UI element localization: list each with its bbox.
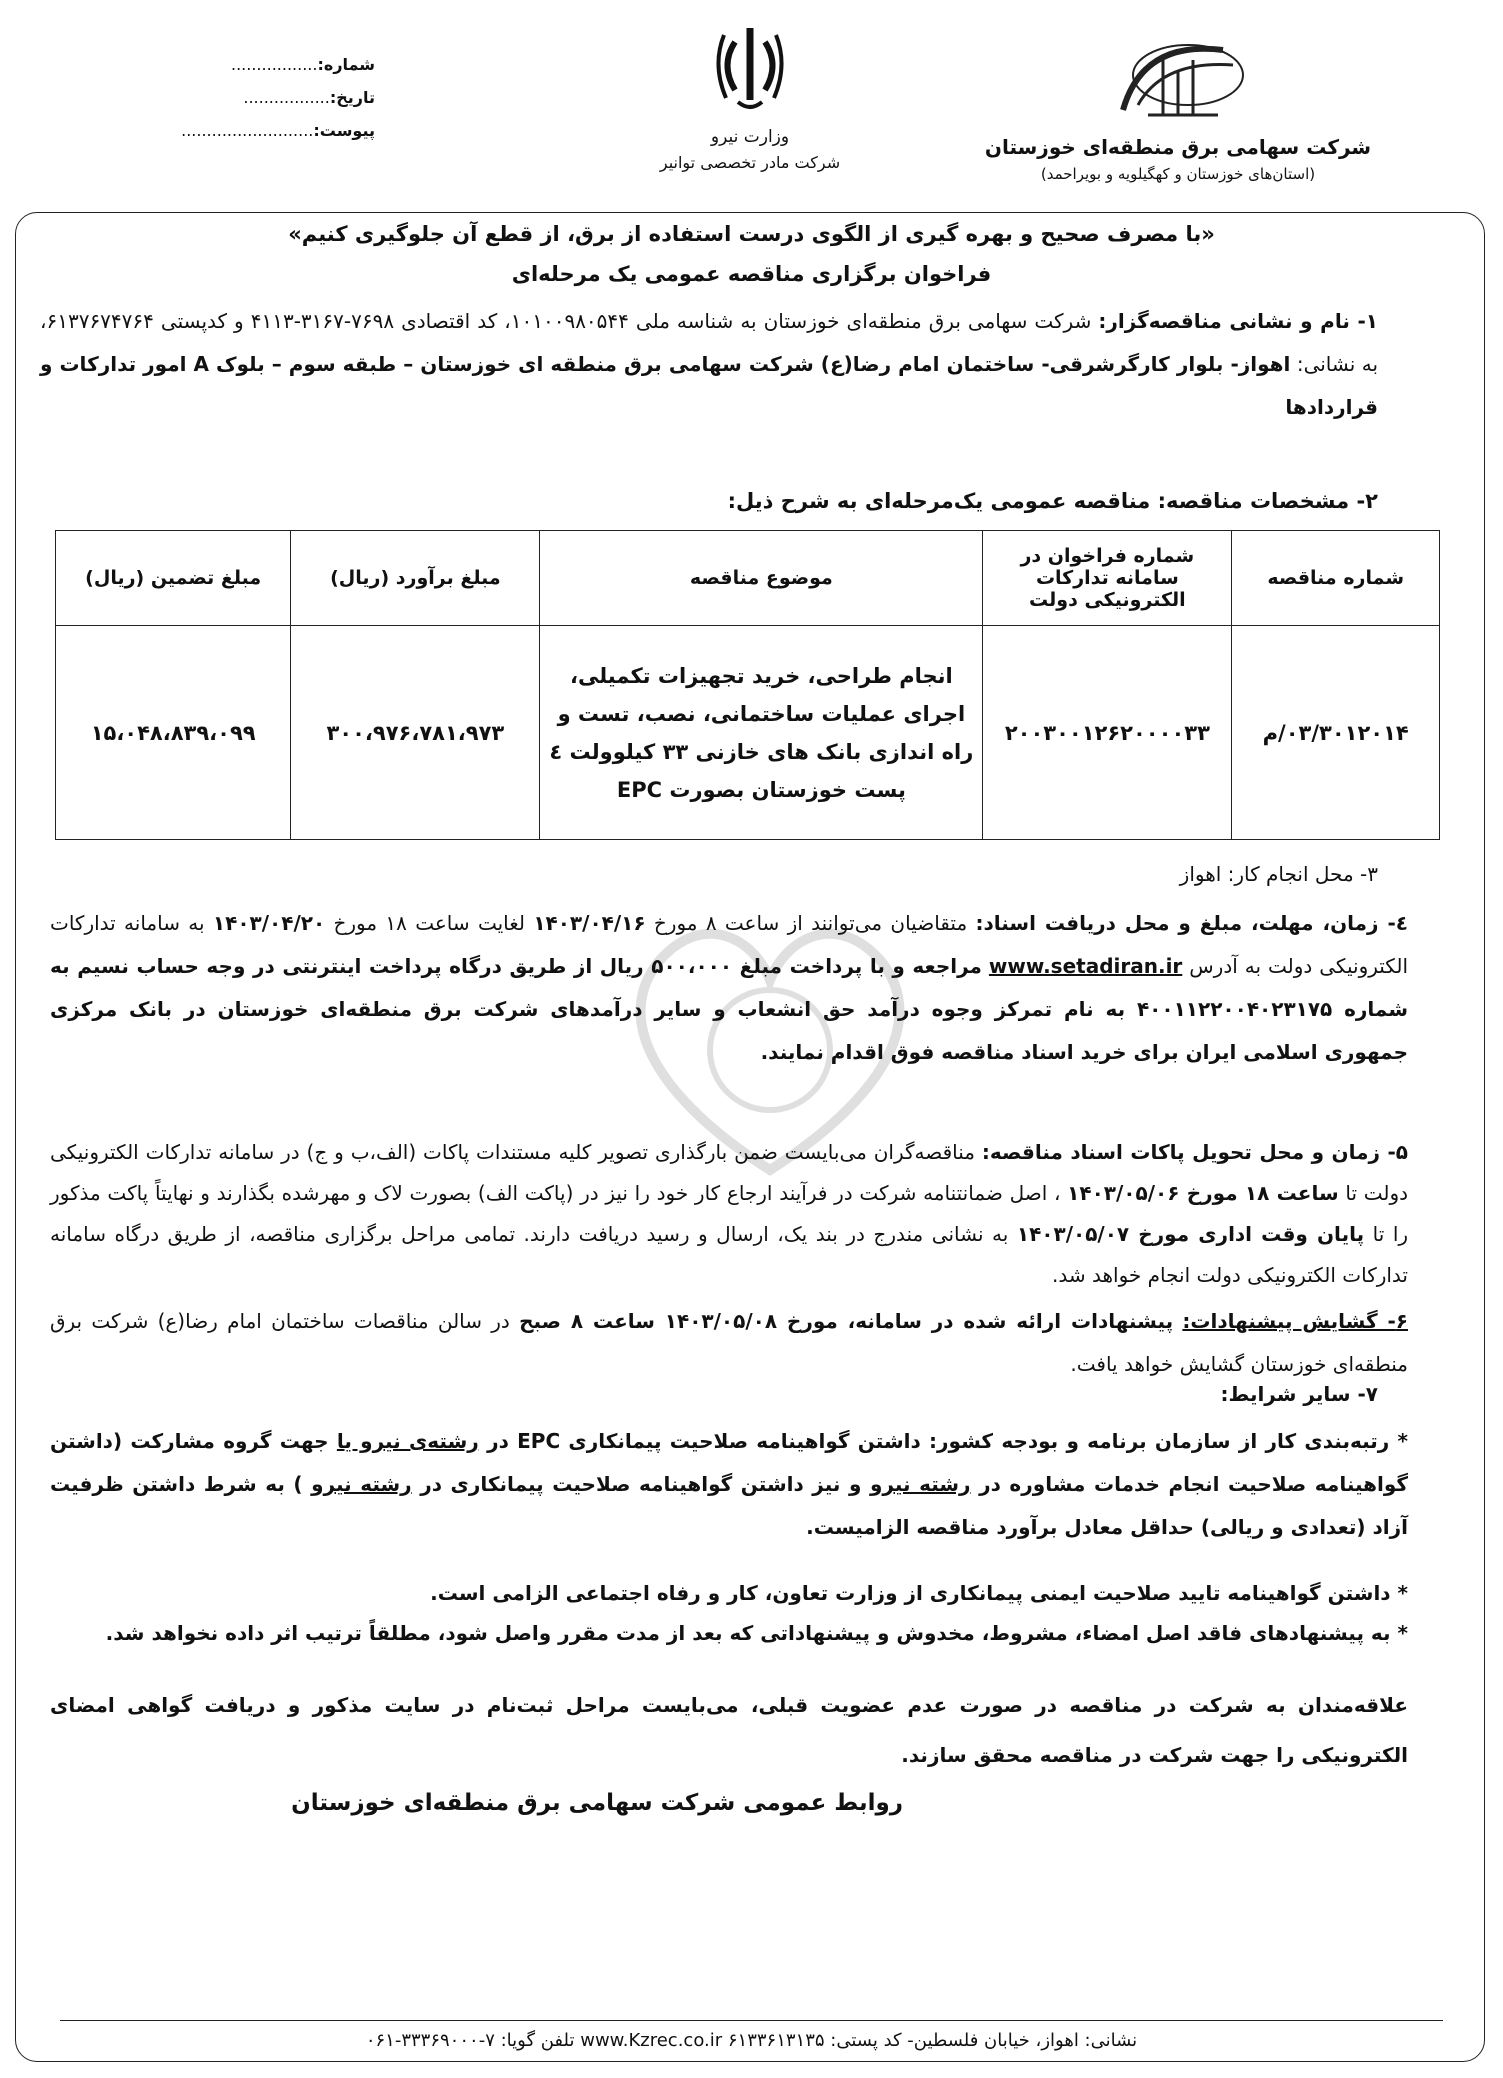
public-relations-signature: روابط عمومی شرکت سهامی برق منطقه‌ای خوزستان: [291, 1790, 903, 1816]
closing-paragraph: علاقه‌مندان به شرکت در مناقصه در صورت عدم عضویت قبلی، می‌بایست مراحل ثبت‌نام در سایت مذکور و دریافت گواهی امضای الکترونیکی را جهت شرکت در مناقصه محقق سازند.: [50, 1693, 1408, 1767]
company-logo-icon: [1103, 30, 1253, 125]
condition-1: * رتبه‌بندی کار از سازمان برنامه و بودجه کشور: داشتن گواهینامه صلاحیت پیمانکاری EPC در رشته‌ی نیرو یا جهت گروه مشارکت (داشتن گواهینامه صلاحیت انجام خدمات مشاوره در رشته نیرو و نیز داشتن گواهینامه صلاحیت پیمانکاری در رشته نیرو ) به شرط داشتن ظرفیت آزاد (تعدادی و ریالی) حداقل معادل برآورد مناقصه الزامیست.: [50, 1429, 1409, 1539]
header-number: شماره مناقصه: [1232, 531, 1440, 626]
section-6: ۶- گشایش پیشنهادات: پیشنهادات ارائه شده در سامانه، مورخ ۱۴۰۳/۰۵/۰۸ ساعت ۸ صبح در سالن مناقصات ساختمان امام رضا(ع) شرکت برق منطقه‌ای خوزستان گشایش خواهد یافت.: [50, 1309, 1408, 1376]
footer-divider: [60, 2020, 1443, 2021]
iran-emblem-icon: [710, 20, 790, 115]
cell-guarantee: ۱۵،۰۴۸،۸۳۹،۰۹۹: [56, 626, 291, 840]
section-5: ۵- زمان و محل تحویل پاکات اسناد مناقصه: مناقصه‌گران می‌بایست ضمن بارگذاری تصویر کلیه مستندات پاکات (الف،ب و ج) در سامانه تدارکات الکترونیکی دولت تا ساعت ۱۸ مورخ ۱۴۰۳/۰۵/۰۶ ، اصل ضمانتنامه شرکت در فرآیند ارجاع کار خود را نیز در (پاکت الف) بصورت لاک و مهرشده بگذارند و نهایتاً پاکت مذکور را تا پایان وقت اداری مورخ ۱۴۰۳/۰۵/۰۷ به نشانی مندرج در بند یک، ارسال و رسید دریافت دارند. تمامی مراحل برگزاری مناقصه، از طریق درگاه سامانه تدارکات الکترونیکی دولت انجام خواهد شد.: [50, 1140, 1409, 1287]
cell-number: ۰۳/۳۰۱۲۰۱۴/م: [1232, 626, 1440, 840]
section-7-label: ۷- سایر شرایط:: [1220, 1382, 1378, 1406]
cell-setad-number: ۲۰۰۳۰۰۱۲۶۲۰۰۰۰۳۳: [983, 626, 1232, 840]
section-4: ٤- زمان، مهلت، مبلغ و محل دریافت اسناد: متقاضیان می‌توانند از ساعت ۸ مورخ ۱۴۰۳/۰۴/۱۶ لغایت ساعت ۱۸ مورخ ۱۴۰۳/۰۴/۲۰ به سامانه تدارکات الکترونیکی دولت به آدرس www.setadiran.ir مراجعه و با پرداخت مبلغ ۵۰۰،۰۰۰ ریال از طریق درگاه پرداخت اینترنتی در وجه حساب نسیم به شماره ۴۰۰۱۱۲۲۰۰۴۰۲۳۱۷۵ به نام تمرکز وجوه درآمد حق انشعاب و سایر درآمدهای شرکت برق منطقه‌ای خوزستان در بانک مرکزی جمهوری اسلامی ایران برای خرید اسناد مناقصه فوق اقدام نمایند.: [50, 911, 1409, 1064]
footer-address: نشانی: اهواز، خیابان فلسطین- کد پستی: ۶۱۳۳۶۱۳۱۳۵ www.Kzrec.co.ir تلفن گویا: ۷-۳۳۳۶۹۰۰۰-۰۶۱: [365, 2030, 1138, 2051]
number-line: شماره:.................: [231, 55, 375, 74]
date-line: تاریخ:.................: [243, 88, 375, 107]
cell-subject: انجام طراحی، خرید تجهیزات تکمیلی، اجرای عملیات ساختمانی، نصب، تست و راه اندازی بانک های خازنی ۳۳ کیلوولت ٤ پست خوزستان بصورت EPC: [540, 626, 983, 840]
section-1: ۱- نام و نشانی مناقصه‌گزار: شرکت سهامی برق منطقه‌ای خوزستان به شناسه ملی ۱۰۱۰۰۹۸۰۵۴۴، کد اقتصادی ۷۶۹۸-۳۱۶۷-۴۱۱۳ و کدپستی ۶۱۳۷۶۷۴۷۶۴، به نشانی: اهواز- بلوار کارگرشرقی- ساختمان امام رضا(ع) شرکت سهامی برق منطقه ای خوزستان – طبقه سوم – بلوک A امور تدارکات و قراردادها: [40, 309, 1379, 419]
cell-estimate: ۳۰۰،۹۷۶،۷۸۱،۹۷۳: [291, 626, 540, 840]
ministry-header: [600, 20, 900, 172]
table-row: [56, 626, 1440, 840]
company-name: شرکت سهامی برق منطقه‌ای خوزستان: [984, 135, 1372, 159]
table-header-row: [56, 531, 1440, 626]
parent-company: شرکت مادر تخصصی توانیر: [659, 153, 841, 172]
slogan: «با مصرف صحیح و بهره گیری از الگوی درست استفاده از برق، از قطع آن جلوگیری کنیم»: [288, 222, 1215, 246]
page-title: فراخوان برگزاری مناقصه عمومی یک مرحله‌ای: [511, 262, 992, 286]
header-guarantee: مبلغ تضمین (ریال): [56, 531, 291, 626]
header-subject: موضوع مناقصه: [540, 531, 983, 626]
section-2: ۲- مشخصات مناقصه: مناقصه عمومی یک‌مرحله‌ای به شرح ذیل:: [727, 489, 1378, 513]
ministry-name: وزارت نیرو: [710, 127, 790, 147]
company-header: [968, 30, 1388, 183]
setadiran-link[interactable]: www.setadiran.ir: [988, 954, 1183, 978]
header-setad-number: شماره فراخوان در سامانه تدارکات الکترونیکی دولت: [983, 531, 1232, 626]
condition-3: * به پیشنهادهای فاقد اصل امضاء، مشروط، مخدوش و پیشنهاداتی که بعد از مدت مقرر واصل شود، مطلقاً ترتیب اثر داده نخواهد شد.: [105, 1621, 1408, 1645]
tender-table: [55, 530, 1440, 840]
company-provinces: (استان‌های خوزستان و کهگیلویه و بویراحمد): [1040, 165, 1316, 183]
attachment-line: پیوست:..........................: [181, 121, 375, 140]
section-3: ۳- محل انجام کار: اهواز: [1179, 862, 1378, 886]
header-estimate: مبلغ برآورد (ریال): [291, 531, 540, 626]
condition-2: * داشتن گواهینامه تایید صلاحیت ایمنی پیمانکاری از وزارت تعاون، کار و رفاه اجتماعی الزامی است.: [430, 1581, 1408, 1605]
letter-meta: [115, 55, 375, 154]
